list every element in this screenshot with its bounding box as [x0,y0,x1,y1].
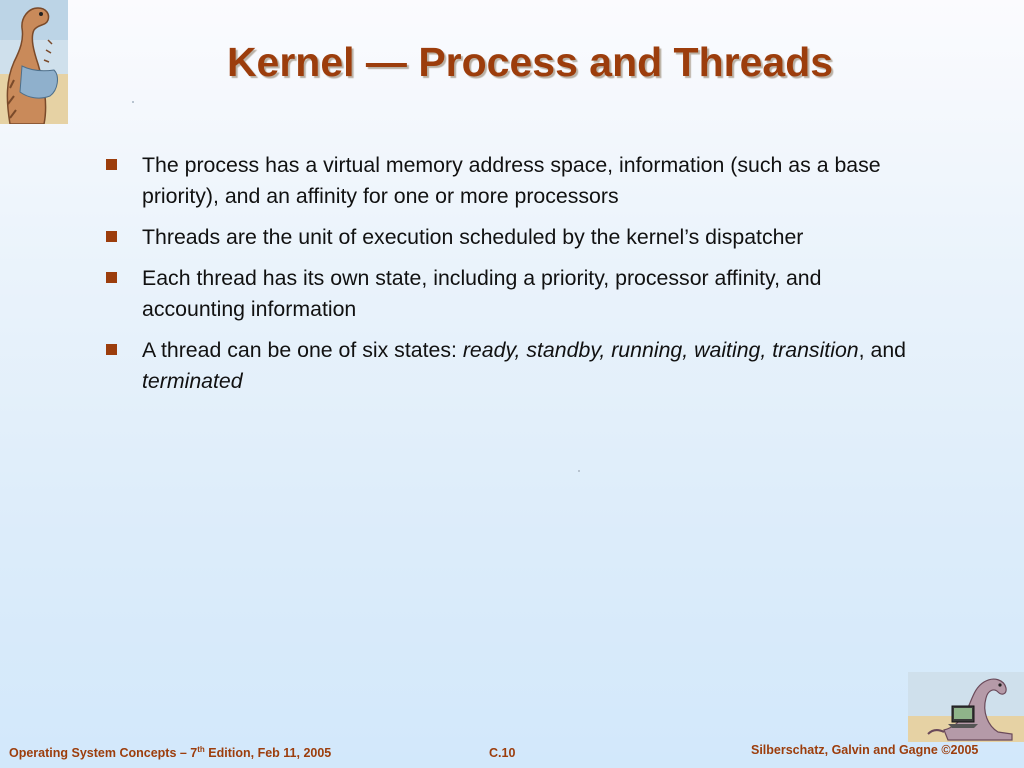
bullet-list [104,150,924,407]
page-title: Kernel — Process and Threads [226,39,834,85]
bullet-text-italic: terminated [142,369,243,393]
bullet-item [104,150,924,212]
bullet-text: Threads are the unit of execution scheduled by the kernel’s dispatcher [142,225,804,249]
decorative-dot [578,470,580,472]
bullet-item [104,263,924,325]
bullet-text: , and [858,338,907,362]
dinosaur-laptop-icon [908,672,1024,742]
footer-edition-text: Edition, Feb 11, 2005 [204,746,332,760]
bullet-text: A thread can be one of six states: [142,338,463,362]
footer-course-text: Operating System Concepts – 7 [9,746,198,760]
footer-course-info [9,745,331,761]
square-bullet-icon [106,159,117,170]
footer-copyright: Silberschatz, Galvin and Gagne ©2005 [751,743,979,757]
bullet-item [104,222,924,253]
bullet-item [104,335,924,397]
square-bullet-icon [106,231,117,242]
decorative-dot [132,101,134,103]
square-bullet-icon [106,344,117,355]
square-bullet-icon [106,272,117,283]
bullet-text: (such as a base priority), and an affinity for one or more processors [142,153,881,208]
footer-page-number: C.10 [489,746,516,760]
footer-superscript: th [197,745,205,754]
bullet-text: Each thread has its own state, including a priority, processor affinity, and accounting information [142,266,822,321]
bullet-text: The process has a virtual memory address space, information [142,153,731,177]
bullet-text-italic: ready, standby, running, waiting, transition [462,338,859,362]
